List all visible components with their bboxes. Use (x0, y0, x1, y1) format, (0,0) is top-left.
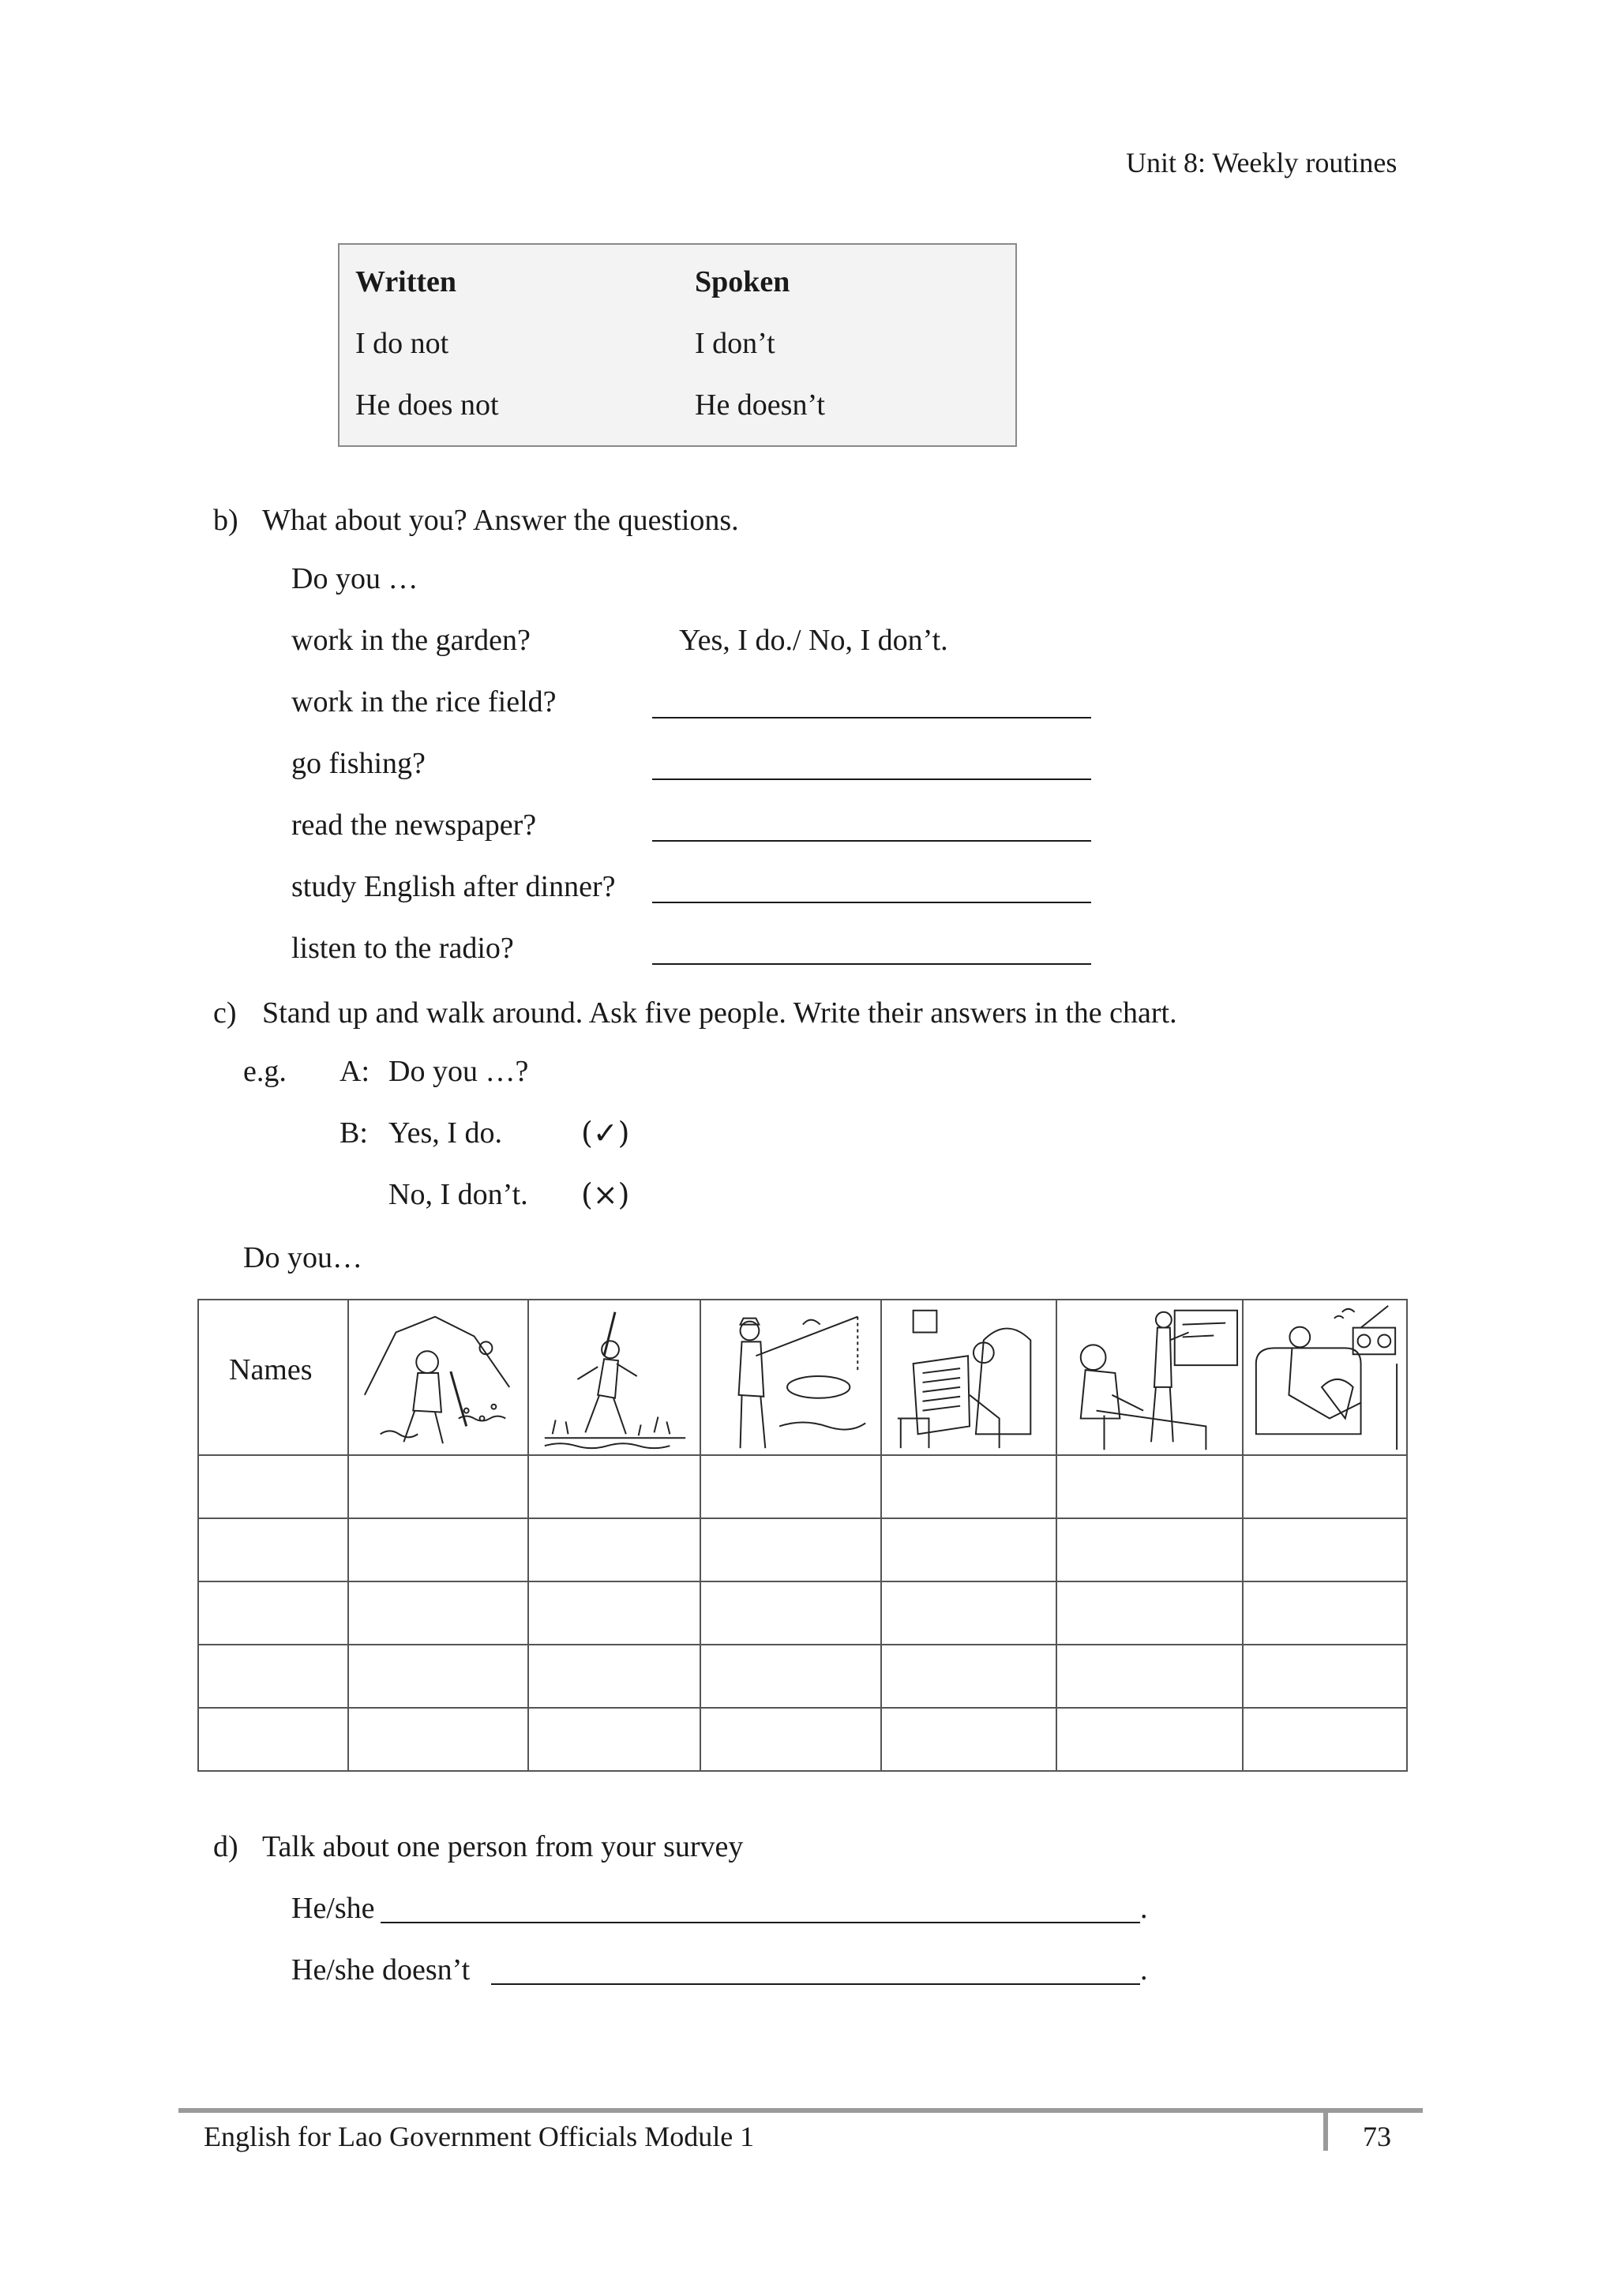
survey-row (198, 1455, 1407, 1518)
col-spoken-header: Spoken (695, 265, 790, 298)
answer-cell[interactable] (1243, 1455, 1407, 1518)
answer-cell[interactable] (881, 1645, 1056, 1708)
answer-cell[interactable] (528, 1645, 700, 1708)
survey-row (198, 1645, 1407, 1708)
name-cell[interactable] (198, 1518, 348, 1581)
answer-line[interactable] (652, 778, 1091, 780)
answer-line[interactable] (652, 902, 1091, 903)
answer-cell[interactable] (528, 1455, 700, 1518)
radio-icon (1243, 1300, 1407, 1455)
section-c-label: c) (213, 996, 237, 1030)
section-c-instruction: Stand up and walk around. Ask five people. Write their answers in the chart. (262, 996, 1177, 1030)
question-text: go fishing? (291, 747, 426, 780)
answer-cell[interactable] (700, 1581, 881, 1645)
line1-prefix: He/she (291, 1892, 375, 1925)
survey-chart (197, 1299, 1408, 1772)
footer-book-title: English for Lao Government Officials Module 1 (204, 2121, 755, 2152)
section-b-label: b) (213, 504, 238, 537)
written-cell: He does not (355, 388, 499, 422)
answer-cell[interactable] (1056, 1518, 1243, 1581)
survey-header-row (198, 1300, 1407, 1455)
answer-cell[interactable] (348, 1518, 528, 1581)
sentence-period: . (1140, 1892, 1148, 1925)
question-text: work in the garden? (291, 624, 531, 657)
answer-cell[interactable] (1056, 1581, 1243, 1645)
answer-cell[interactable] (528, 1581, 700, 1645)
section-d-label: d) (213, 1830, 238, 1863)
survey-row (198, 1581, 1407, 1645)
answer-cell[interactable] (1243, 1518, 1407, 1581)
table-intro: Do you… (243, 1241, 362, 1274)
answer-cell[interactable] (881, 1455, 1056, 1518)
answer-cell[interactable] (1243, 1645, 1407, 1708)
question-text: listen to the radio? (291, 932, 514, 965)
name-cell[interactable] (198, 1581, 348, 1645)
newspaper-icon (881, 1300, 1056, 1455)
speaker-b-label: B: (340, 1116, 368, 1150)
answer-cell[interactable] (700, 1708, 881, 1771)
sentence-line[interactable] (491, 1983, 1140, 1985)
answer-cell[interactable] (881, 1518, 1056, 1581)
name-cell[interactable] (198, 1455, 348, 1518)
answer-cell[interactable] (700, 1645, 881, 1708)
footer-rule (178, 2108, 1423, 2113)
answer-line[interactable] (652, 717, 1091, 718)
answer-cell[interactable] (881, 1708, 1056, 1771)
answer-cell[interactable] (700, 1455, 881, 1518)
answer-line[interactable] (652, 840, 1091, 842)
section-b-instruction: What about you? Answer the questions. (262, 504, 739, 537)
col-written-header: Written (355, 265, 457, 298)
survey-row (198, 1708, 1407, 1771)
answer-cell[interactable] (348, 1581, 528, 1645)
speaker-a-label: A: (340, 1055, 370, 1088)
cross-mark: (×) (581, 1177, 630, 1212)
answer-cell[interactable] (348, 1645, 528, 1708)
answer-cell[interactable] (700, 1518, 881, 1581)
speaker-a-line: Do you …? (388, 1055, 529, 1088)
check-mark: (✓) (581, 1116, 630, 1150)
spoken-cell: I don’t (695, 327, 775, 360)
eg-label: e.g. (243, 1055, 287, 1088)
answer-cell[interactable] (1243, 1708, 1407, 1771)
page-number: 73 (1363, 2121, 1391, 2152)
answer-cell[interactable] (348, 1455, 528, 1518)
example-answer: Yes, I do./ No, I don’t. (679, 624, 948, 657)
question-text: study English after dinner? (291, 870, 616, 903)
contraction-table (338, 243, 1017, 447)
unit-title: Unit 8: Weekly routines (1126, 147, 1398, 178)
written-cell: I do not (355, 327, 449, 360)
answer-cell[interactable] (881, 1581, 1056, 1645)
sentence-period: . (1140, 1953, 1148, 1986)
line2-prefix: He/she doesn’t (291, 1953, 471, 1986)
answer-cell[interactable] (528, 1708, 700, 1771)
gardening-icon (348, 1300, 528, 1455)
survey-row (198, 1518, 1407, 1581)
answer-cell[interactable] (1243, 1581, 1407, 1645)
answer-line[interactable] (652, 963, 1091, 965)
question-text: work in the rice field? (291, 685, 557, 718)
sentence-line[interactable] (381, 1922, 1140, 1923)
name-cell[interactable] (198, 1645, 348, 1708)
name-cell[interactable] (198, 1708, 348, 1771)
question-text: read the newspaper? (291, 808, 537, 842)
speaker-b-no-line: No, I don’t. (388, 1178, 528, 1211)
rice-field-icon (528, 1300, 700, 1455)
names-header: Names (198, 1300, 348, 1455)
answer-cell[interactable] (528, 1518, 700, 1581)
section-d-instruction: Talk about one person from your survey (262, 1830, 744, 1863)
answer-cell[interactable] (348, 1708, 528, 1771)
footer-divider (1323, 2108, 1328, 2151)
speaker-b-yes-line: Yes, I do. (388, 1116, 502, 1150)
answer-cell[interactable] (1056, 1708, 1243, 1771)
answer-cell[interactable] (1056, 1645, 1243, 1708)
study-english-icon (1056, 1300, 1243, 1455)
section-b-intro: Do you … (291, 562, 418, 595)
spoken-cell: He doesn’t (695, 388, 825, 422)
answer-cell[interactable] (1056, 1455, 1243, 1518)
fishing-icon (700, 1300, 881, 1455)
